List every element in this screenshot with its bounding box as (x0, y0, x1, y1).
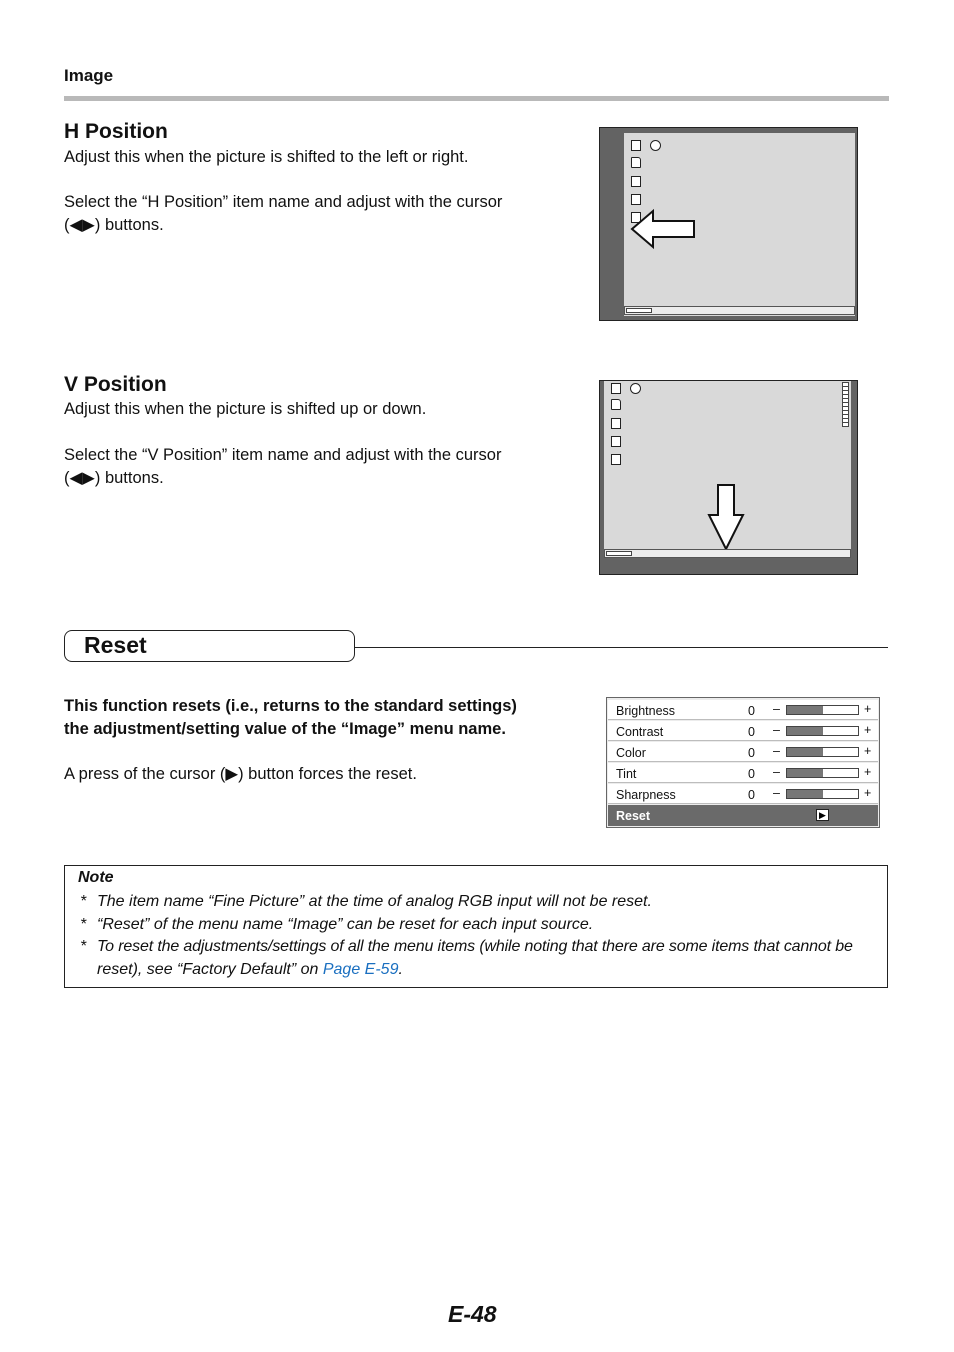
v-position-scale (842, 382, 849, 427)
menu-row-color[interactable] (608, 742, 878, 762)
level-bar[interactable] (786, 705, 859, 715)
picture-icon (611, 383, 621, 394)
row-label: Sharpness (616, 788, 676, 802)
row-label: Color (616, 746, 646, 760)
circle-icon (630, 383, 641, 394)
v-position-instr-2: (◀▶) buttons. (64, 469, 164, 487)
row-value: 0 (748, 788, 755, 802)
status-knob (626, 308, 652, 313)
note-item-3-post: . (398, 961, 403, 978)
page-number: E-48 (448, 1301, 497, 1327)
h-position-instr-1: Select the “H Position” item name and adjust with the cursor (64, 193, 503, 211)
note-item-2: “Reset” of the menu name “Image” can be reset for each input source. (97, 916, 594, 933)
down-arrow-icon (706, 483, 746, 551)
plus-icon: + (864, 702, 872, 716)
row-value: 0 (748, 767, 755, 781)
h-position-instr-2: (◀▶) buttons. (64, 216, 164, 234)
minus-icon: – (773, 765, 780, 779)
folder-icon (631, 157, 641, 168)
v-position-instr-1: Select the “V Position” item name and adjust with the cursor (64, 446, 502, 464)
note-title: Note (78, 869, 114, 886)
v-position-screen (599, 380, 858, 575)
shield-icon (611, 454, 621, 465)
plus-icon: + (864, 765, 872, 779)
menu-row-contrast[interactable] (608, 721, 878, 741)
row-label: Brightness (616, 704, 676, 718)
left-arrow-icon (630, 208, 700, 250)
row-value: 0 (748, 725, 755, 739)
circle-icon (650, 140, 661, 151)
v-position-title: V Position (64, 373, 167, 396)
adjust-menu (606, 697, 880, 828)
plus-icon: + (864, 786, 872, 800)
minus-icon: – (773, 744, 780, 758)
menu-row-brightness[interactable] (608, 700, 878, 720)
reset-desc-1: This function resets (i.e., returns to the standard settings) (64, 697, 517, 715)
h-position-status-bar (624, 306, 855, 315)
page-icon (611, 418, 621, 429)
level-bar[interactable] (786, 747, 859, 757)
plus-icon: + (864, 744, 872, 758)
level-bar[interactable] (786, 768, 859, 778)
h-position-screen (599, 127, 858, 321)
row-label: Contrast (616, 725, 664, 739)
reset-title: Reset (84, 632, 147, 658)
menu-row-tint[interactable] (608, 763, 878, 783)
row-value: 0 (748, 704, 755, 718)
reset-desc-2: the adjustment/setting value of the “Image” menu name. (64, 720, 506, 738)
note-bullet: * (80, 938, 87, 955)
page-icon (631, 176, 641, 187)
level-bar[interactable] (786, 726, 859, 736)
play-arrow-icon[interactable]: ▶ (816, 809, 829, 821)
section-label: Image (64, 66, 114, 85)
level-fill (787, 769, 823, 777)
note-item-1: The item name “Fine Picture” at the time of analog RGB input will not be reset. (97, 893, 652, 910)
note-bullet: * (80, 893, 87, 910)
minus-icon: – (773, 786, 780, 800)
note-item-3-line-2 (97, 958, 882, 981)
picture-icon (631, 140, 641, 151)
row-value: 0 (748, 746, 755, 760)
menu-row-reset[interactable] (608, 805, 878, 826)
h-position-title: H Position (64, 120, 168, 143)
note-bullet: * (80, 916, 87, 933)
row-label: Tint (616, 767, 637, 781)
note-item-3-line-1: To reset the adjustments/settings of all the menu items (while noting that there are some items that cannot be (97, 938, 853, 955)
reset-rule (355, 647, 888, 648)
header-rule (64, 96, 889, 101)
level-fill (787, 790, 823, 798)
level-fill (787, 727, 823, 735)
row-label: Reset (616, 809, 651, 823)
folder-icon (611, 399, 621, 410)
copy-icon (611, 436, 621, 447)
page-link[interactable]: Page E-59 (322, 961, 399, 978)
plus-icon: + (864, 723, 872, 737)
minus-icon: – (773, 702, 780, 716)
menu-row-sharpness[interactable] (608, 784, 878, 804)
v-position-desc: Adjust this when the picture is shifted up or down. (64, 400, 427, 418)
minus-icon: – (773, 723, 780, 737)
level-fill (787, 748, 823, 756)
v-position-status-bar (604, 549, 851, 558)
status-knob (606, 551, 632, 556)
level-fill (787, 706, 823, 714)
copy-icon (631, 194, 641, 205)
note-item-3-pre: reset), see “Factory Default” on (97, 961, 323, 978)
level-bar[interactable] (786, 789, 859, 799)
h-position-desc: Adjust this when the picture is shifted to the left or right. (64, 148, 469, 166)
reset-press: A press of the cursor (▶) button forces the reset. (64, 765, 417, 783)
